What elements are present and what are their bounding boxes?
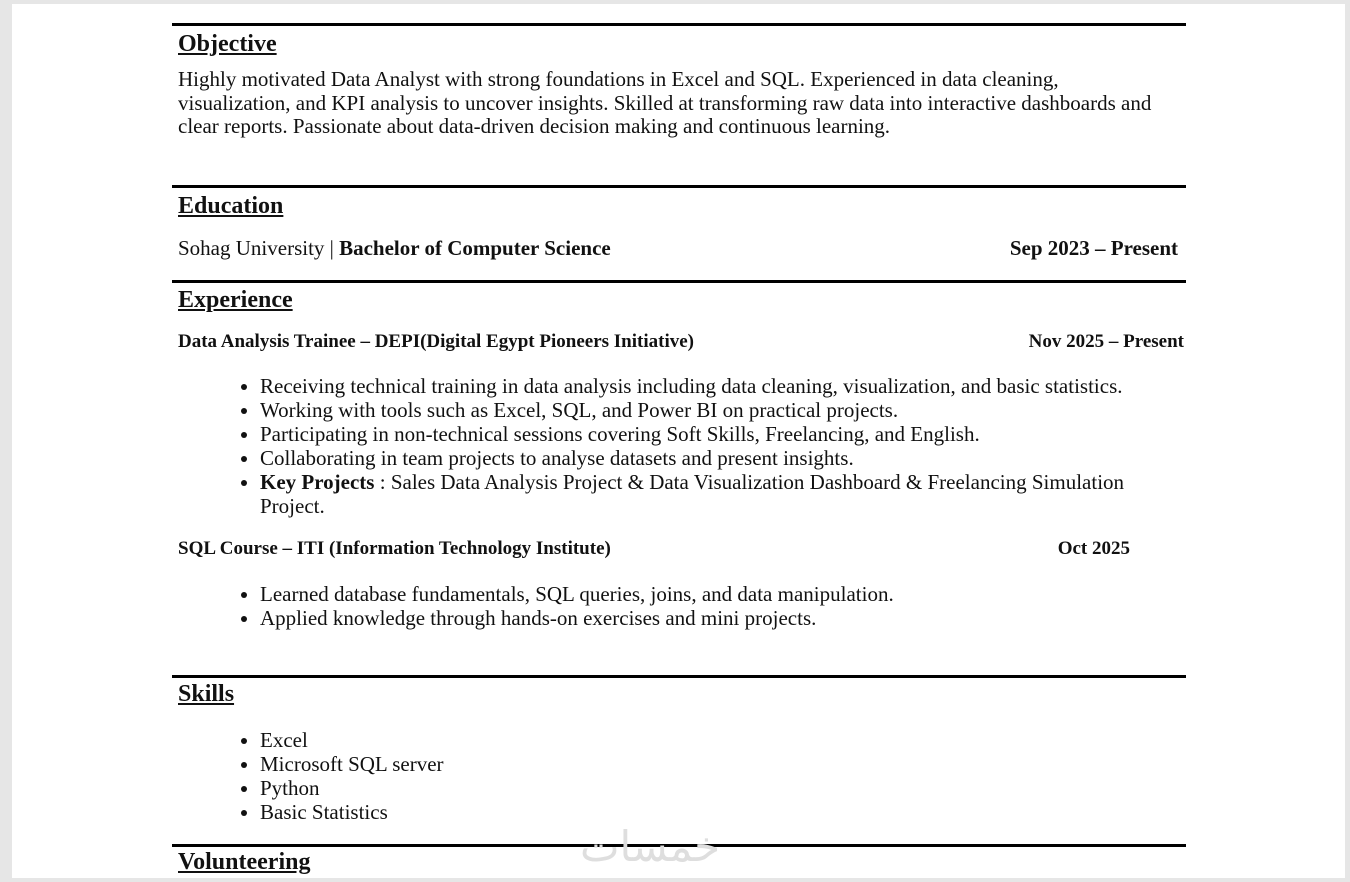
skills-list xyxy=(178,728,1192,824)
skills-section xyxy=(178,680,1192,824)
list-item xyxy=(260,470,1190,518)
job-title: SQL Course – ITI (Information Technology Institute) xyxy=(178,538,611,559)
section-divider xyxy=(172,675,1186,678)
section-divider xyxy=(172,23,1186,26)
list-item: • Working with tools such as Excel, SQL, and Power BI on practical projects. xyxy=(260,398,1190,422)
job-title-row xyxy=(178,330,1184,354)
list-item: • Excel xyxy=(260,728,1192,752)
resume-page xyxy=(12,4,1345,878)
objective-text: Highly motivated Data Analyst with strong foundations in Excel and SQL. Experienced in data cleaning, visualization, and KPI analysis to uncover insights. Skilled at transforming raw data into interactive dashboards and clear reports. Passionate about data-driven decision making and continuous learning. xyxy=(178,67,1152,138)
experience-section xyxy=(178,286,1184,630)
degree: Bachelor of Computer Science xyxy=(339,236,611,260)
job-bullets xyxy=(178,582,1184,630)
key-projects-label: Key Projects xyxy=(260,470,375,494)
list-item: • Basic Statistics xyxy=(260,800,1192,824)
objective-section xyxy=(178,30,1192,139)
job-title-row xyxy=(178,537,1130,561)
education-section xyxy=(178,192,1178,260)
list-item: • Python xyxy=(260,776,1192,800)
key-projects-text: : Sales Data Analysis Project & Data Visualization Dashboard & Freelancing Simulation Project. xyxy=(260,470,1125,518)
list-item: • Applied knowledge through hands-on exercises and mini projects. xyxy=(260,606,1184,630)
list-item: • Collaborating in team projects to analyse datasets and present insights. xyxy=(260,446,1190,470)
experience-heading: Experience xyxy=(178,287,293,313)
watermark-logo: خمسات xyxy=(580,822,721,871)
job-bullets xyxy=(178,374,1190,518)
list-item: • Learned database fundamentals, SQL queries, joins, and data manipulation. xyxy=(260,582,1184,606)
job-dates: Nov 2025 – Present xyxy=(1028,331,1184,352)
job-title: Data Analysis Trainee – DEPI(Digital Egypt Pioneers Initiative) xyxy=(178,331,694,352)
school-name: Sohag University | xyxy=(178,236,340,260)
skills-heading: Skills xyxy=(178,681,235,707)
list-item: • Microsoft SQL server xyxy=(260,752,1192,776)
objective-heading: Objective xyxy=(178,31,277,57)
education-dates: Sep 2023 – Present xyxy=(1009,236,1178,260)
job-dates: Oct 2025 xyxy=(1057,538,1130,559)
section-divider xyxy=(172,185,1186,188)
list-item: • Participating in non-technical sessions covering Soft Skills, Freelancing, and English. xyxy=(260,422,1190,446)
volunteering-heading: Volunteering xyxy=(178,849,311,875)
education-row xyxy=(178,236,1178,260)
section-divider xyxy=(172,280,1186,283)
education-heading: Education xyxy=(178,193,284,219)
list-item: • Receiving technical training in data analysis including data cleaning, visualization, and basic statistics. xyxy=(260,374,1190,398)
